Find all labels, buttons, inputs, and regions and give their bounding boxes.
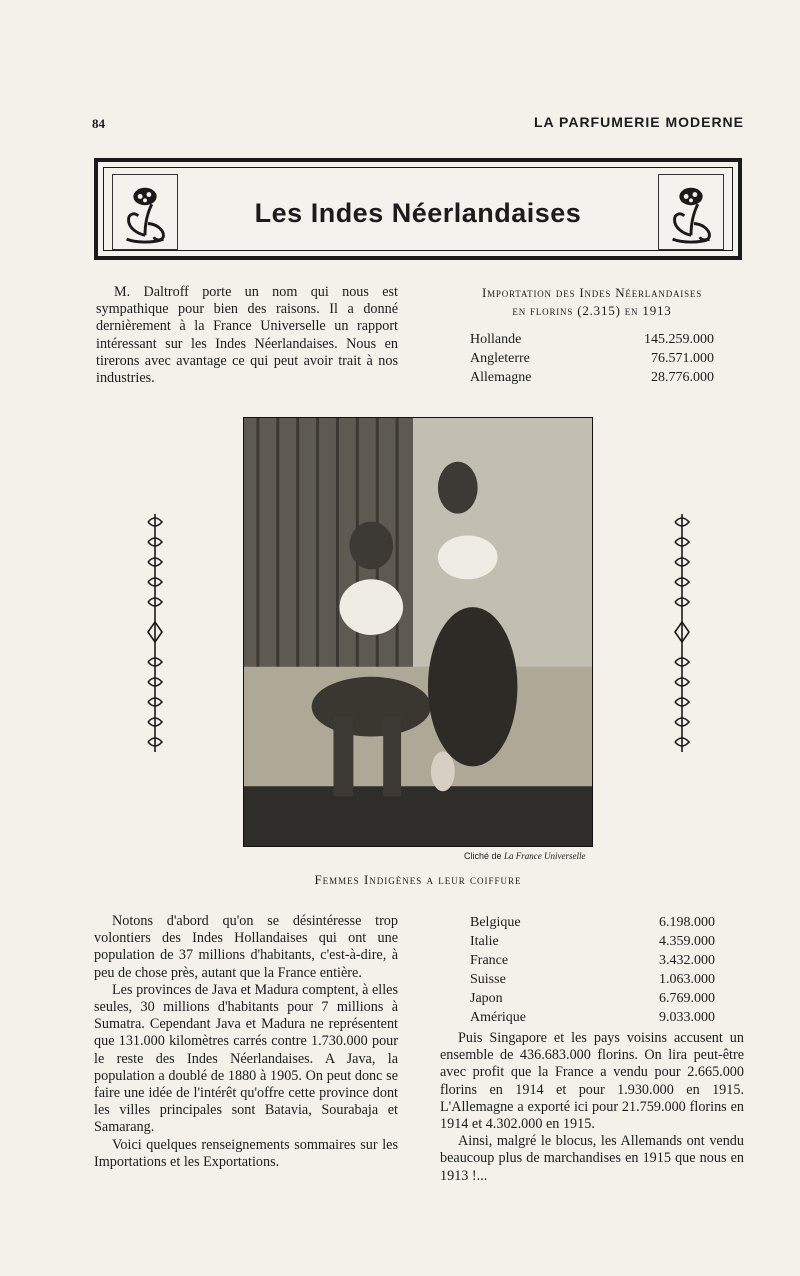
table-row: Japon 6.769.000 xyxy=(470,991,715,1006)
title-frame xyxy=(94,158,742,260)
importation-heading: Importation des Indes Néerlandaises en florins (2.315) en 1913 xyxy=(481,285,703,318)
paragraph: Puis Singapore et les pays voisins accusent un ensemble de 436.683.000 florins. On lira peut-être avec profit que la France a vendu pour 2.665.000 florins en 1914 et pour 1.930.000 en 1915. L'Allemagne a exporté ici pour 21.759.000 florins en 1914 et 4.302.000 en 1915. xyxy=(440,1030,744,1133)
vertical-ornament-icon xyxy=(145,512,165,754)
paragraph: Les provinces de Java et Madura comptent, à elles seules, 30 millions d'habitants pour 7 millions à Sumatra. Cependant Java et Madura ne représentent que 131.000 kilomètres carrés contre 1.730.000 pour le reste des Indes Néerlandaises. A Java, la population a doublé de 1880 à 1905. On peut donc se faire une idée de l'intérêt qu'offre cette province dont les villes principales sont Batavia, Sourabaja et Samarang. xyxy=(94,981,398,1136)
body-left-column xyxy=(94,913,398,1171)
table-row: Amérique 9.033.000 xyxy=(470,1010,715,1025)
table-row: Belgique 6.198.000 xyxy=(470,915,715,930)
paragraph: Ainsi, malgré le blocus, les Allemands ont vendu beaucoup plus de marchandises en 1915 que nous en 1913 !... xyxy=(440,1133,744,1184)
body-right-column xyxy=(440,1030,744,1185)
table-row: Italie 4.359.000 xyxy=(470,934,715,949)
table-row: France 3.432.000 xyxy=(470,953,715,968)
floral-ornament-icon xyxy=(112,174,178,250)
paragraph: Voici quelques renseignements sommaires sur les Importations et les Exportations. xyxy=(94,1136,398,1170)
importation-table-bottom xyxy=(470,913,715,1027)
table-row: Angleterre 76.571.000 xyxy=(470,351,714,366)
table-row: Suisse 1.063.000 xyxy=(470,972,715,987)
table-row: Hollande 145.259.000 xyxy=(470,332,714,347)
photo-credit: Cliché de La France Universelle xyxy=(464,851,586,861)
paragraph: Notons d'abord qu'on se désintéresse trop volontiers des Indes Hollandaises qui ont une population de 37 millions d'habitants, c'est-à-dire, à peu de chose près, autant que la France entière. xyxy=(94,913,398,981)
photo-caption: Femmes Indigènes a leur coiffure xyxy=(314,872,522,887)
table-row: Allemagne 28.776.000 xyxy=(470,370,714,385)
photo-women-hairdressing xyxy=(243,417,593,847)
intro-paragraph: M. Daltroff porte un nom qui nous est sympathique pour bien des raisons. Il a donné dernièrement à la France Universelle un rapport intéressant sur les Indes Néerlandaises. Nous en tirerons avec avantage ce qui peut avoir trait à nos industries. xyxy=(96,284,398,387)
importation-table-top xyxy=(470,330,714,387)
article-title: Les Indes Néerlandaises xyxy=(254,198,582,228)
floral-ornament-icon xyxy=(658,174,724,250)
page-number: 84 xyxy=(92,116,105,131)
vertical-ornament-icon xyxy=(672,512,692,754)
running-title: LA PARFUMERIE MODERNE xyxy=(534,114,744,130)
